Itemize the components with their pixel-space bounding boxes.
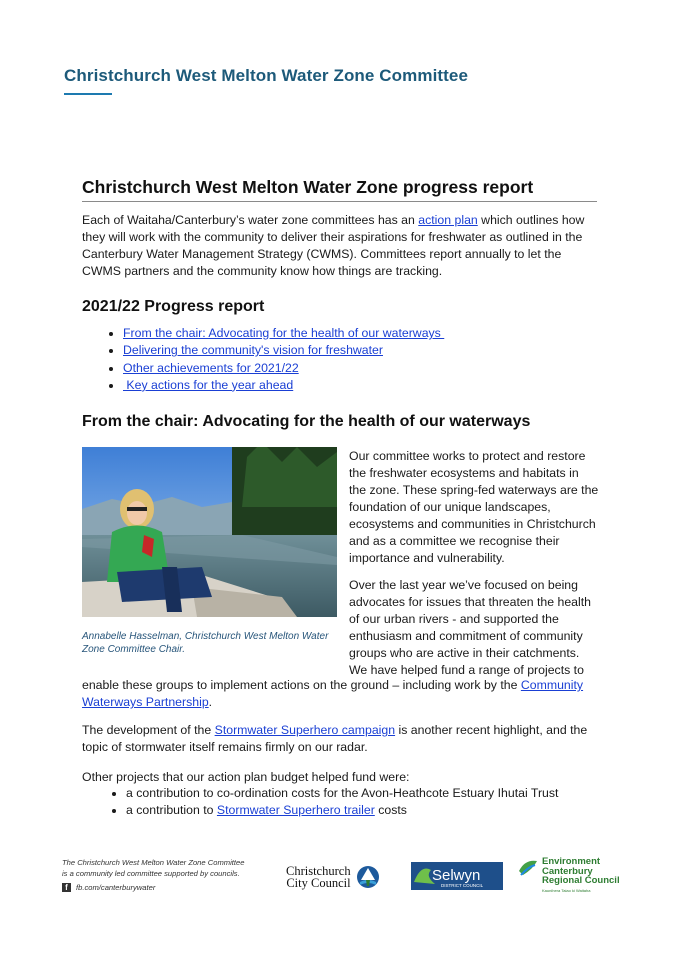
selwyn-subtitle: DISTRICT COUNCIL: [441, 883, 484, 888]
masthead-rule: [64, 93, 112, 95]
facebook-url[interactable]: fb.com/canterburywater: [76, 883, 156, 892]
toc-link-key-actions[interactable]: Key actions for the year ahead: [123, 377, 294, 392]
toc-item: [123, 342, 444, 359]
chair-section-heading: From the chair: Advocating for the health of our waterways: [82, 413, 531, 430]
toc-link-other-achievements[interactable]: Other achievements for 2021/22: [123, 360, 299, 375]
progress-toc: [82, 325, 444, 394]
toc-link-from-the-chair[interactable]: From the chair: Advocating for the health of our waterways: [123, 326, 445, 340]
chair-paragraph-4: Other projects that our action plan budget helped fund were:: [82, 770, 410, 784]
facebook-link-row[interactable]: [62, 883, 155, 892]
toc-item: [123, 325, 444, 342]
stormwater-campaign-link[interactable]: Stormwater Superhero campaign: [214, 723, 396, 737]
christchurch-city-council-logo: Christchurch City Council: [286, 864, 381, 890]
selwyn-district-council-logo: [411, 862, 503, 895]
toc-item: [123, 360, 444, 377]
community-waterways-link[interactable]: Community Waterways Partnership: [82, 678, 584, 709]
contribution-item: • a contribution to co-ordination costs for the Avon-Heathcote Estuary Ihutai Trust: [126, 785, 558, 802]
intro-paragraph: Each of Waitaha/Canterbury’s water zone committees has an action plan which outlines how they will work with the community to deliver their aspirations for freshwater as outlined in the Canterbury Water Management Strategy (CWMS). Committees report annually to let the CWMS partners and the community know how things are tracking.: [82, 213, 585, 278]
toc-link-delivering-vision[interactable]: Delivering the community's vision for freshwater: [123, 343, 383, 358]
environment-canterbury-logo: Environment Canterbury Regional Council Kaunihera Taiao ki Waitaha: [517, 857, 620, 895]
page-title: Christchurch West Melton Water Zone progress report: [82, 177, 597, 202]
chair-paragraph-2-continued: enable these groups to implement actions on the ground – including work by the Community Waterways Partnership.: [82, 678, 584, 709]
contribution-item: • a contribution to Stormwater Superhero trailer costs: [126, 802, 558, 819]
stormwater-trailer-link[interactable]: Stormwater Superhero trailer: [216, 803, 375, 817]
progress-heading: 2021/22 Progress report: [82, 298, 265, 315]
toc-item: [123, 377, 444, 394]
contributions-list: [82, 785, 558, 819]
facebook-icon: f: [62, 883, 71, 892]
chair-photo: [82, 447, 337, 617]
photo-caption: Annabelle Hasselman, Christchurch West Melton Water Zone Committee Chair.: [82, 631, 329, 655]
chair-paragraph-3: The development of the Stormwater Superhero campaign is another recent highlight, and the topic of stormwater itself remains firmly on our radar.: [82, 723, 588, 754]
chair-paragraph-2: Over the last year we’ve focused on being advocates for issues that threaten the health of our urban rivers - and supported the enthusiasm and commitment of community groups who are active in their catchments. We have helped fund a range of projects to: [349, 578, 591, 677]
ccc-emblem-icon: [355, 864, 381, 890]
footer-note: The Christchurch West Melton Water Zone Committee is a community led committee supported by councils.: [62, 858, 245, 878]
masthead-title: Christchurch West Melton Water Zone Committee: [64, 66, 469, 85]
selwyn-wordmark: Selwyn: [432, 867, 481, 884]
action-plan-link[interactable]: action plan: [418, 213, 478, 227]
chair-paragraph-1: Our committee works to protect and restore the freshwater ecosystems and habitats in the zone. These spring-fed waterways are the foundation of our unique landscapes, ecosystems and communities in Christchurch and as a committee we recognise their importance and vulnerability.: [349, 449, 599, 565]
chair-photo-image: [82, 447, 337, 617]
ecan-leaf-icon: [517, 857, 539, 879]
